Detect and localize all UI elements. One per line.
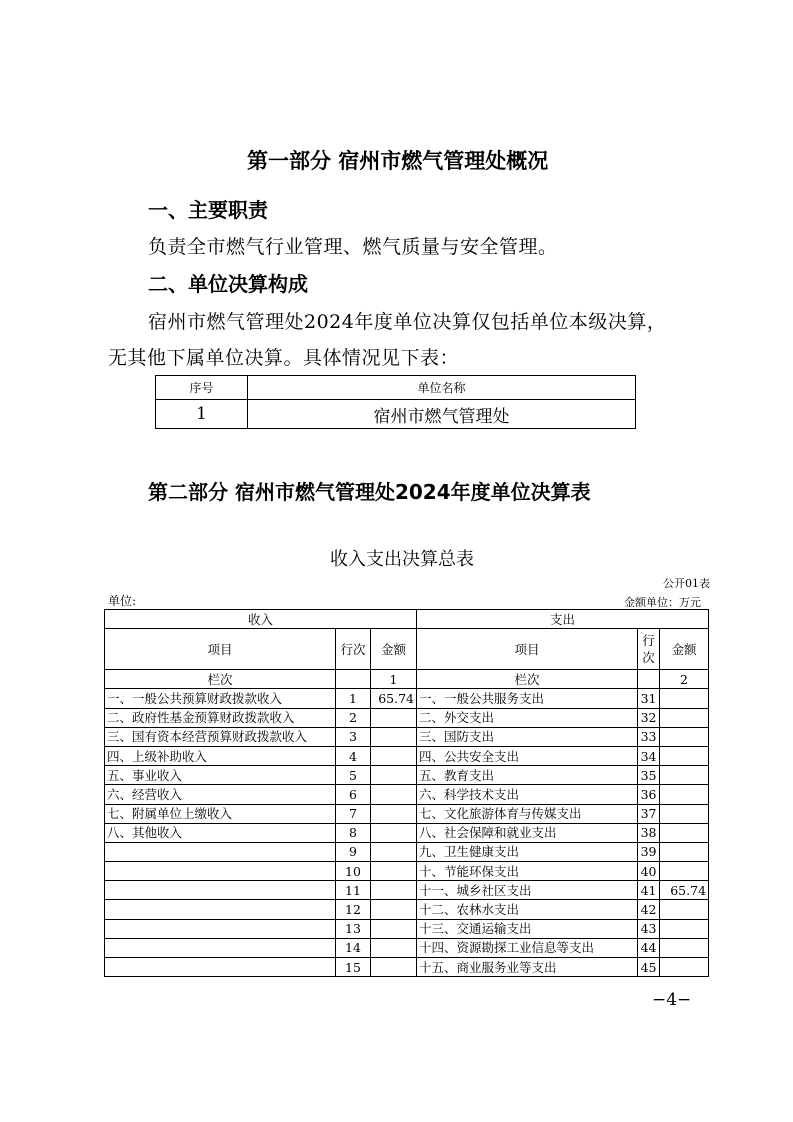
table-row <box>105 958 709 977</box>
expense-amount-cell <box>660 746 709 765</box>
unit-table-header-no: 序号 <box>156 376 248 400</box>
table-row <box>105 708 709 727</box>
table-row <box>105 804 709 823</box>
income-amount-cell <box>371 727 417 746</box>
income-amount-cell <box>371 823 417 842</box>
table-row <box>105 842 709 861</box>
header-row-columns <box>105 629 709 670</box>
unit-table-header-name: 单位名称 <box>248 376 636 400</box>
income-item-cell <box>105 900 336 919</box>
income-row-no-cell: 11 <box>336 881 371 900</box>
expense-item-cell: 九、卫生健康支出 <box>417 842 638 861</box>
income-item-cell <box>105 881 336 900</box>
income-amount-cell <box>371 842 417 861</box>
income-item-cell: 八、其他收入 <box>105 823 336 842</box>
expense-amount-cell <box>660 766 709 785</box>
expense-row-no-cell: 44 <box>638 938 660 957</box>
unit-table-header <box>156 376 636 400</box>
income-item-cell: 七、附属单位上缴收入 <box>105 804 336 823</box>
expense-item-cell: 十、节能环保支出 <box>417 862 638 881</box>
expense-row-no-cell: 43 <box>638 919 660 938</box>
expense-item-cell: 六、科学技术支出 <box>417 785 638 804</box>
income-item-cell: 五、事业收入 <box>105 766 336 785</box>
expense-amount-cell <box>660 689 709 708</box>
income-row-no-cell: 10 <box>336 862 371 881</box>
expense-amount-cell <box>660 804 709 823</box>
expense-row-no-cell: 34 <box>638 746 660 765</box>
expense-amount-cell <box>660 862 709 881</box>
income-row-no-cell: 4 <box>336 746 371 765</box>
expense-row-no-cell: 31 <box>638 689 660 708</box>
income-row-no-cell: 9 <box>336 842 371 861</box>
table-row <box>105 766 709 785</box>
income-row-no-cell: 14 <box>336 938 371 957</box>
col-label-1: 1 <box>371 670 417 689</box>
section2-title: 二、单位决算构成 <box>148 272 308 296</box>
income-item-cell: 一、一般公共预算财政拨款收入 <box>105 689 336 708</box>
header-income: 收入 <box>105 610 417 629</box>
expense-item-cell: 十四、资源勘探工业信息等支出 <box>417 938 638 957</box>
expense-amount-cell <box>660 842 709 861</box>
table-row <box>105 746 709 765</box>
income-amount-cell <box>371 919 417 938</box>
expense-amount-cell: 65.74 <box>660 881 709 900</box>
income-row-no-cell: 12 <box>336 900 371 919</box>
table-row <box>105 785 709 804</box>
income-amount-cell <box>371 708 417 727</box>
unit-table-row <box>156 400 636 429</box>
table-row <box>105 881 709 900</box>
expense-item-cell: 四、公共安全支出 <box>417 746 638 765</box>
income-amount-cell: 65.74 <box>371 689 417 708</box>
expense-amount-cell <box>660 938 709 957</box>
expense-amount-cell <box>660 727 709 746</box>
income-row-no-cell: 2 <box>336 708 371 727</box>
table-row <box>105 919 709 938</box>
expense-item-cell: 二、外交支出 <box>417 708 638 727</box>
expense-row-no-cell: 45 <box>638 958 660 977</box>
expense-item-cell: 十一、城乡社区支出 <box>417 881 638 900</box>
income-row-no-cell: 13 <box>336 919 371 938</box>
expense-row-no-cell: 40 <box>638 862 660 881</box>
table-row <box>105 823 709 842</box>
table-title: 收入支出决算总表 <box>330 549 474 570</box>
income-row-no-cell: 1 <box>336 689 371 708</box>
header-expense-item: 项目 <box>417 629 638 670</box>
expense-item-cell: 五、教育支出 <box>417 766 638 785</box>
table-row <box>105 938 709 957</box>
amount-unit: 金额单位：万元 <box>624 596 701 609</box>
income-row-no-cell: 8 <box>336 823 371 842</box>
header-expense-amount: 金额 <box>660 629 709 670</box>
expense-item-cell: 十二、农林水支出 <box>417 900 638 919</box>
expense-amount-cell <box>660 919 709 938</box>
expense-item-cell: 十三、交通运输支出 <box>417 919 638 938</box>
expense-row-no-cell: 35 <box>638 766 660 785</box>
income-item-cell: 四、上级补助收入 <box>105 746 336 765</box>
income-amount-cell <box>371 804 417 823</box>
income-item-cell <box>105 938 336 957</box>
unit-label: 单位: <box>108 594 137 608</box>
header-expense-row-no-char1: 行 <box>642 633 655 649</box>
expense-item-cell: 七、文化旅游体育与传媒支出 <box>417 804 638 823</box>
expense-amount-cell <box>660 708 709 727</box>
income-item-cell: 六、经营收入 <box>105 785 336 804</box>
expense-row-no-cell: 41 <box>638 881 660 900</box>
header-income-row-no: 行次 <box>336 629 371 670</box>
expense-item-cell: 三、国防支出 <box>417 727 638 746</box>
table-row <box>105 689 709 708</box>
col-label-expense-blank <box>638 670 660 689</box>
income-amount-cell <box>371 958 417 977</box>
income-amount-cell <box>371 881 417 900</box>
unit-table-cell-no: 1 <box>156 400 248 429</box>
col-label-expense: 栏次 <box>417 670 638 689</box>
header-row-col-labels <box>105 670 709 689</box>
income-amount-cell <box>371 766 417 785</box>
expense-item-cell: 十五、商业服务业等支出 <box>417 958 638 977</box>
income-expense-table <box>104 609 709 977</box>
header-expense-row-no <box>638 629 660 670</box>
header-expense: 支出 <box>417 610 709 629</box>
income-item-cell <box>105 958 336 977</box>
income-item-cell <box>105 842 336 861</box>
income-row-no-cell: 7 <box>336 804 371 823</box>
income-amount-cell <box>371 900 417 919</box>
unit-table-cell-name: 宿州市燃气管理处 <box>248 400 636 429</box>
income-amount-cell <box>371 746 417 765</box>
section1-title: 一、主要职责 <box>148 198 268 222</box>
expense-item-cell: 一、一般公共服务支出 <box>417 689 638 708</box>
income-item-cell <box>105 919 336 938</box>
expense-row-no-cell: 39 <box>638 842 660 861</box>
table-row <box>105 727 709 746</box>
table-row <box>105 900 709 919</box>
part1-title: 第一部分 宿州市燃气管理处概况 <box>247 149 549 173</box>
header-expense-row-no-char2: 次 <box>642 650 655 666</box>
col-label-income-blank <box>336 670 371 689</box>
expense-row-no-cell: 42 <box>638 900 660 919</box>
section1-text: 负责全市燃气行业管理、燃气质量与安全管理。 <box>148 236 558 258</box>
header-row-sections <box>105 610 709 629</box>
income-row-no-cell: 3 <box>336 727 371 746</box>
expense-amount-cell <box>660 958 709 977</box>
income-amount-cell <box>371 938 417 957</box>
expense-amount-cell <box>660 900 709 919</box>
expense-item-cell: 八、社会保障和就业支出 <box>417 823 638 842</box>
section2-line1: 宿州市燃气管理处2024年度单位决算仅包括单位本级决算， <box>148 311 667 333</box>
income-item-cell: 二、政府性基金预算财政拨款收入 <box>105 708 336 727</box>
expense-row-no-cell: 37 <box>638 804 660 823</box>
expense-row-no-cell: 36 <box>638 785 660 804</box>
page-number: −4− <box>652 990 692 1010</box>
income-item-cell <box>105 862 336 881</box>
income-amount-cell <box>371 785 417 804</box>
col-label-2: 2 <box>660 670 709 689</box>
form-code: 公开01表 <box>663 577 710 590</box>
header-income-amount: 金额 <box>371 629 417 670</box>
part2-title: 第二部分 宿州市燃气管理处2024年度单位决算表 <box>148 480 591 504</box>
unit-composition-table <box>155 375 636 429</box>
expense-row-no-cell: 33 <box>638 727 660 746</box>
income-item-cell: 三、国有资本经营预算财政拨款收入 <box>105 727 336 746</box>
income-row-no-cell: 15 <box>336 958 371 977</box>
income-amount-cell <box>371 862 417 881</box>
col-label-income: 栏次 <box>105 670 336 689</box>
expense-amount-cell <box>660 785 709 804</box>
expense-amount-cell <box>660 823 709 842</box>
income-row-no-cell: 6 <box>336 785 371 804</box>
header-income-item: 项目 <box>105 629 336 670</box>
section2-line2: 无其他下属单位决算。具体情况见下表： <box>108 347 460 369</box>
expense-row-no-cell: 32 <box>638 708 660 727</box>
table-row <box>105 862 709 881</box>
expense-row-no-cell: 38 <box>638 823 660 842</box>
income-row-no-cell: 5 <box>336 766 371 785</box>
